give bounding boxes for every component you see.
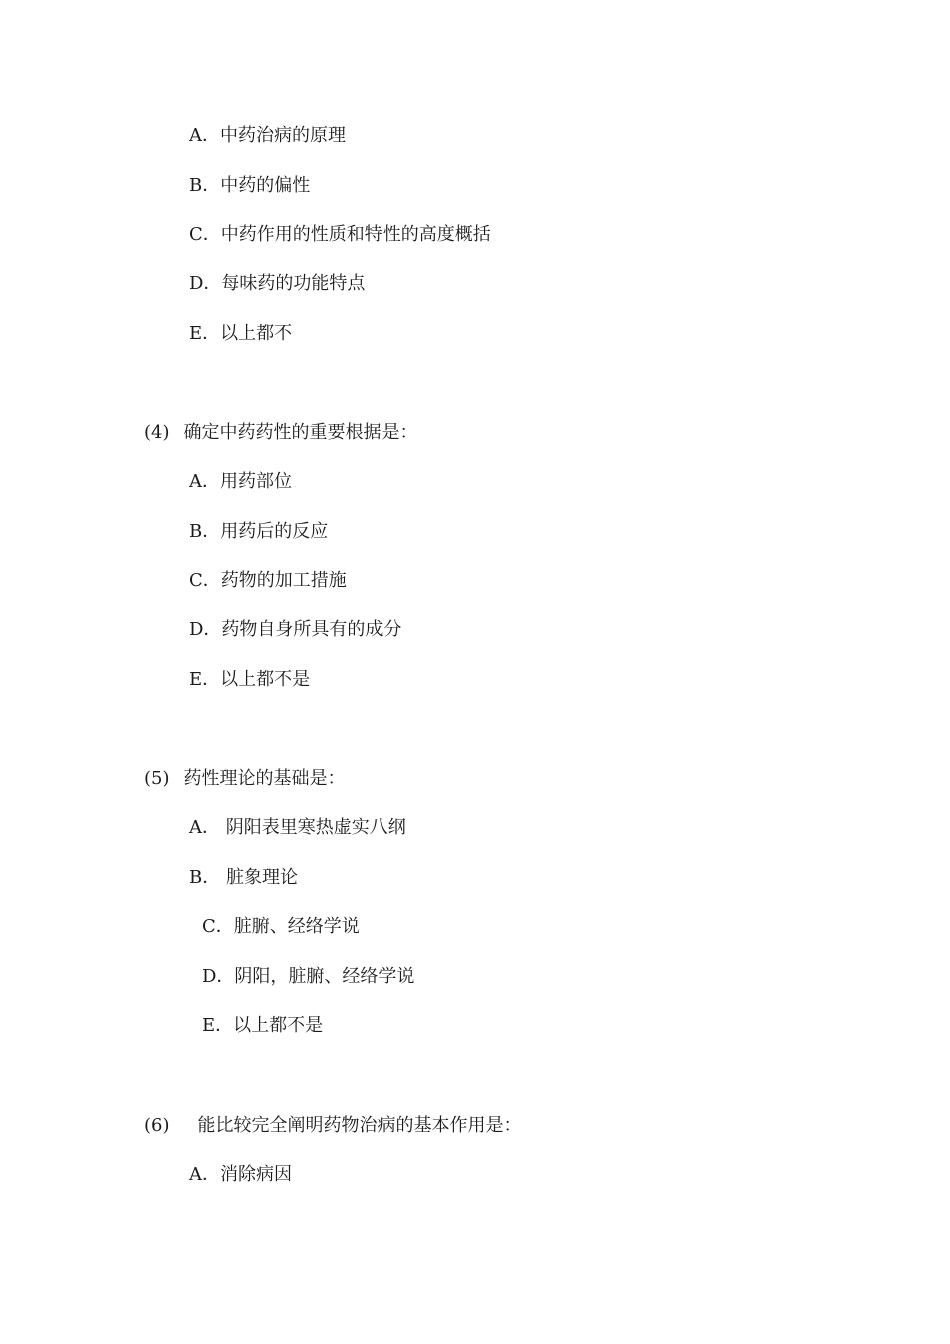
option-c: C．药物的加工措施 bbox=[189, 570, 347, 591]
question-text: 确定中药药性的重要根据是： bbox=[183, 422, 418, 443]
question-5 bbox=[144, 768, 346, 790]
option-e: E．以上都不 bbox=[189, 323, 293, 344]
question-number: (5) bbox=[144, 768, 170, 789]
option-d: D．阴阳，脏腑、经络学说 bbox=[202, 966, 415, 987]
option-b: B．用药后的反应 bbox=[189, 521, 329, 542]
option-e: E．以上都不是 bbox=[202, 1015, 324, 1036]
question-number: (6) bbox=[144, 1115, 170, 1136]
question-text: 药性理论的基础是： bbox=[183, 768, 346, 789]
option-c: C．中药作用的性质和特性的高度概括 bbox=[189, 224, 491, 245]
option-a: A．用药部位 bbox=[189, 471, 292, 492]
question-number: (4) bbox=[144, 422, 170, 443]
option-b: B．中药的偏性 bbox=[189, 175, 311, 196]
question-text: 能比较完全阐明药物治病的基本作用是： bbox=[197, 1115, 522, 1136]
option-d: D．药物自身所具有的成分 bbox=[189, 619, 402, 640]
option-a: A．中药治病的原理 bbox=[189, 125, 346, 146]
option-a: A． 阴阳表里寒热虚实八纲 bbox=[189, 817, 406, 838]
option-d: D．每味药的功能特点 bbox=[189, 273, 366, 294]
option-c: C．脏腑、经络学说 bbox=[202, 916, 360, 937]
question-4 bbox=[144, 422, 418, 444]
option-e: E．以上都不是 bbox=[189, 669, 311, 690]
option-a: A．消除病因 bbox=[189, 1164, 292, 1185]
question-6 bbox=[144, 1115, 522, 1137]
option-b: B． 脏象理论 bbox=[189, 867, 298, 888]
